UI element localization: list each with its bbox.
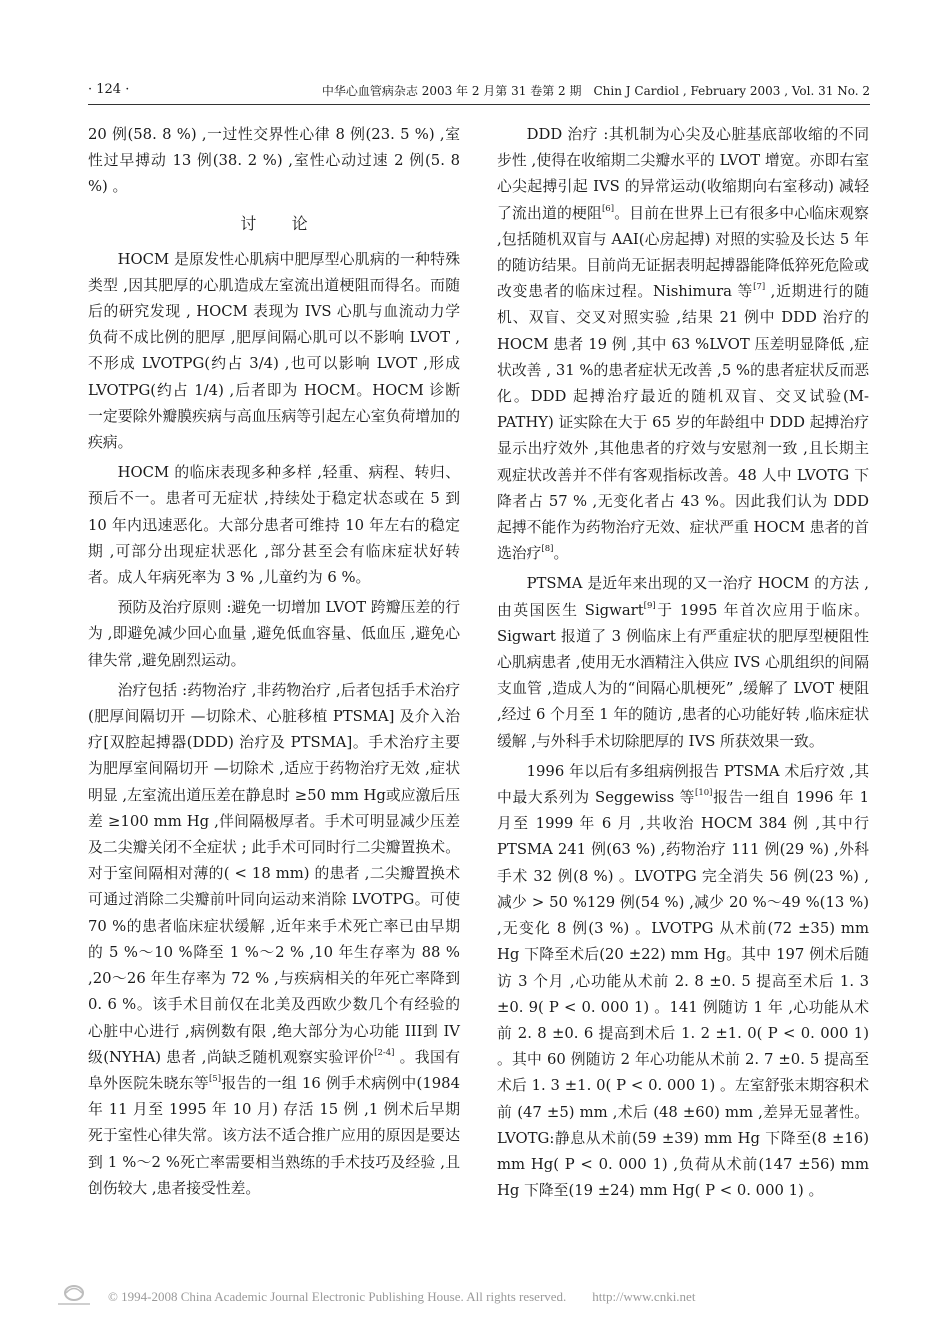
paragraph (88, 678, 460, 1202)
text-run: ,近期进行的随机、双盲、交叉对照实验 ,结果 21 例中 DDD 治疗的 HOCM 患者 19 例 ,其中 63 %LVOT 压差明显降低 ,症状改善 , 31 %的患者症状无改善 ,5 %的患者症状反而恶化。DDD 起搏治疗最近的随机双盲、交叉试验(M-PATHY) 证实除在大于 65 岁的年龄组中 DDD 起搏治疗显示出疗效外 ,其他患者的疗效与安慰剂一致 ,且长期主观症状改善并不伴有客观指标改善。48 人中 LVOTG 下降者占 57 % ,无变化者占 43 %。因此我们认为 DDD 起搏不能作为药物治疗无效、症状严重 HOCM 患者的首选治疗 (497, 283, 869, 563)
citation-ref: [6] (601, 203, 615, 214)
paragraph: 20 例(58. 8 %) ,一过性交界性心律 8 例(23. 5 %) ,室性过早搏动 13 例(38. 2 %) ,室性心动过速 2 例(5. 8 %) 。 (88, 126, 460, 196)
citation-ref: [9] (643, 600, 656, 611)
paragraph: 预防及治疗原则 :避免一切增加 LVOT 跨瓣压差的行为 ,即避免减少回心血量 ,避免低血容量、低血压 ,避免心律失常 ,避免剧烈运动。 (88, 599, 460, 669)
copyright-text: © 1994-2008 China Academic Journal Electronic Publishing House. All rights reserved. http://www.cnki.net (108, 1289, 696, 1304)
citation-ref: [10] (695, 788, 713, 799)
citation-ref: [5] (208, 1074, 222, 1085)
paragraph: HOCM 的临床表现多种多样 ,轻重、病程、转归、预后不一。患者可无症状 ,持续处于稳定状态或在 5 到 10 年内迅速恶化。大部分患者可维持 10 年左右的稳定期 ,可部分出现症状恶化 ,部分甚至会有临床症状好转者。成人年病死率为 3 % ,儿童约为 6 %。 (88, 464, 460, 587)
citation-ref: [2-4] (374, 1047, 395, 1058)
right-column (497, 122, 869, 1208)
paragraph: HOCM 是原发性心肌病中肥厚型心肌病的一种特殊类型 ,因其肥厚的心肌造成左室流出道梗阻而得名。而随后的研究发现 , HOCM 表现为 IVS 心肌与血流动力学负荷不成比例的肥厚 ,肥厚间隔心肌可以不影响 LVOT ,不形成 LVOTPG(约占 3/4) ,也可以影响 LVOT ,形成 LVOTPG(约占 1/4) ,后者即为 HOCM。HOCM 诊断一定要除外瓣膜疾病与高血压病等引起左心室负荷增加的疾病。 (88, 250, 460, 452)
paragraph (497, 571, 869, 754)
text-run: 。目前在世界上已有很多中心临床观察 ,包括随机双盲与 AAI(心房起搏) 对照的实验及长达 5 年的随访结果。目前尚无证据表明起搏器能降低猝死危险或改变患者的临床过程。Nishimura 等 (497, 204, 869, 301)
header-rule (88, 104, 870, 105)
citation-ref: [7] (753, 282, 766, 293)
text-run: DDD 治疗 :其机制为心尖及心脏基底部收缩的不同步性 ,使得在收缩期二尖瓣水平的 LVOT 增宽。亦即右室心尖起搏引起 IVS 的异常运动(收缩期向右室移动) 减轻了流出道的梗阻 (497, 126, 869, 222)
citation-ref: [8] (541, 544, 554, 555)
text-run: 报告一组自 1996 年 1 月至 1999 年 6 月 ,共收治 HOCM 384 例 ,其中行 PTSMA 241 例(63 %) ,药物治疗 111 例(29 %) ,外科手术 32 例(8 %) 。LVOTPG 完全消失 56 例(23 %) ,减少 > 50 %129 例(54 %) ,减少 20 %～49 %(13 %) ,无变化 8 例(3 %) 。LVOTPG 从术前(72 ±35) mm Hg 下降至术后(20 ±22) mm Hg。其中 197 例术后随访 3 个月 ,心功能从术前 2. 8 ±0. 5 提高至术后 1. 3 ±0. 9( P < 0. 000 1) 。141 例随访 1 年 ,心功能从术前 2. 8 ±0. 6 提高到术后 1. 2 ±1. 0( P < 0. 000 1) 。其中 60 例随访 2 年心功能从术前 2. 7 ±0. 5 提高至术后 1. 3 ±1. 0( P < 0. 000 1) 。左室舒张末期容积术前 (47 ±5) mm ,术后 (48 ±60) mm ,差异无显著性。LVOTG:静息从术前(59 ±39) mm Hg 下降至(8 ±16) mm Hg( P < 0. 000 1) ,负荷从术前(147 ±56) mm Hg 下降至(19 ±24) mm Hg( P < 0. 000 1) 。 (497, 789, 869, 1200)
text-run: 治疗包括 :药物治疗 ,非药物治疗 ,后者包括手术治疗(肥厚间隔切开 —切除术、心脏移植 PTSMA] 及介入治疗[双腔起搏器(DDD) 治疗及 PTSMA]。手术治疗主要为肥厚室间隔切开 —切除术 ,适应于药物治疗无效 ,症状明显 ,左室流出道压差在静息时 ≥50 mm Hg或应激后压差 ≥100 mm Hg ,伴间隔极厚者。手术可明显减少压差及二尖瓣关闭不全症状 ; 此手术可同时行二尖瓣置换术。对于室间隔相对薄的( < 18 mm) 的患者 ,二尖瓣置换术可通过消除二尖瓣前叶同向运动来消除 LVOTPG。可使 70 %的患者临床症状缓解 ,近年来手术死亡率已由早期的 5 %～10 %降至 1 %～2 % ,10 年生存率为 88 % ,20～26 年生存率为 72 % ,与疾病相关的年死亡率降到 0. 6 %。该手术目前仅在北美及西欧少数几个有经验的心脏中心进行 ,病例数有限 ,绝大部分为心功能 III到 IV级(NYHA) 患者 ,尚缺乏随机观察实验评价 (88, 681, 460, 1066)
text-run: 1996 年以后有多组病例报告 PTSMA 术后疗效 ,其中最大系列为 Seggewiss 等 (497, 762, 869, 807)
text-run: 报告的一组 16 例手术病例中(1984 年 11 月至 1995 年 10 月) 存活 15 例 ,1 例术后早期死于室性心律失常。该方法不适合推广应用的原因是要达到 1 %～2 %死亡率需要相当熟练的手术技巧及经验 ,且创伤较大 ,患者接受性差。 (88, 1074, 460, 1197)
left-column (88, 122, 460, 1206)
paragraph (497, 759, 869, 1204)
page-number: · 124 · (88, 82, 130, 97)
paragraph (497, 122, 869, 567)
text-run: 。我国有阜外医院朱晓东等 (88, 1048, 460, 1092)
cnki-logo-icon (52, 1282, 96, 1308)
text-run: 于 1995 年首次应用于临床。Sigwart 报道了 3 例临床上有严重症状的肥厚型梗阻性心肌病患者 ,使用无水酒精注入供应 IVS 心肌组织的间隔支血管 ,造成人为的“间隔心肌梗死” ,缓解了 LVOT 梗阻 ,经过 6 个月至 1 年的随访 ,患者的心功能好转 ,临床症状缓解 ,与外科手术切除肥厚的 IVS 所获效果一致。 (497, 601, 869, 750)
running-header (88, 82, 870, 104)
copyright-footer (52, 1282, 900, 1310)
journal-citation: 中华心血管病杂志 2003 年 2 月第 31 卷第 2 期 Chin J Cardiol , February 2003 , Vol. 31 No. 2 (321, 84, 870, 98)
text-run: 。 (553, 545, 569, 563)
section-title-discussion: 讨论 (240, 213, 343, 233)
text-run: PTSMA 是近年来出现的又一治疗 HOCM 的方法 ,由英国医生 Sigwart (497, 575, 869, 619)
